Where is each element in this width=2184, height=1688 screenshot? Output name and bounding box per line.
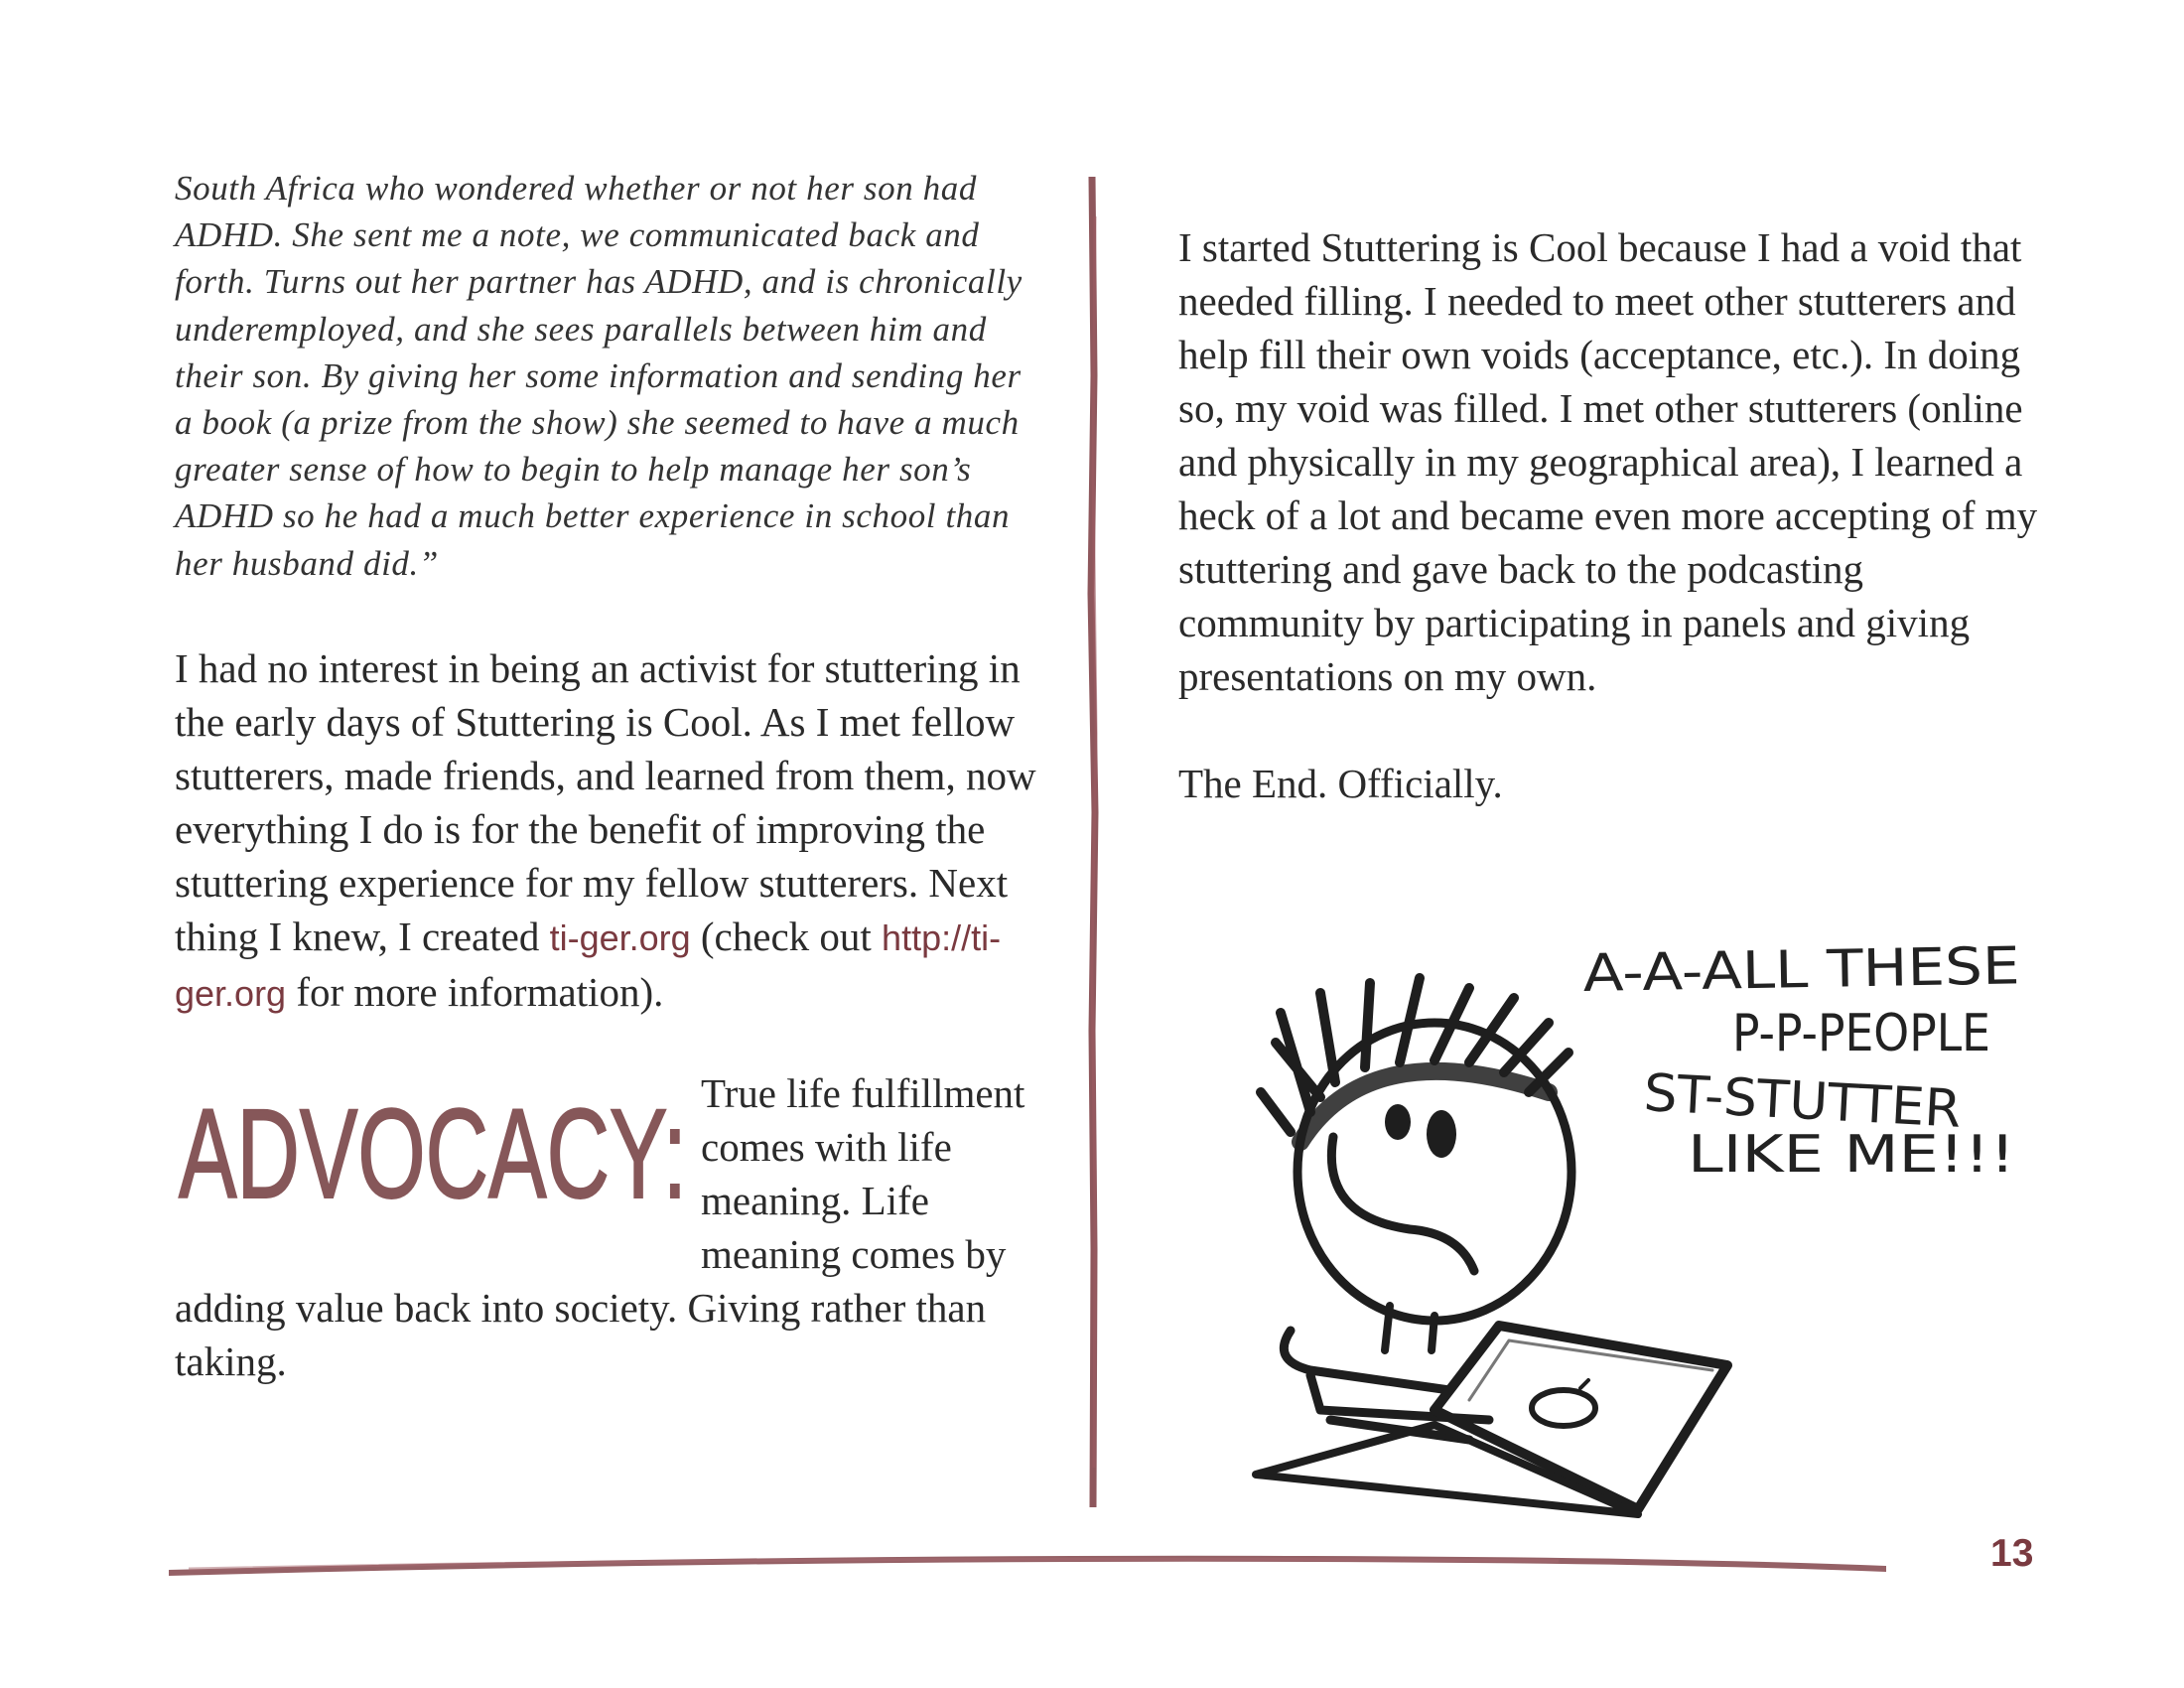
speech-line-4: LIKE ME!!! — [1688, 1125, 2015, 1185]
advocacy-heading-text: ADVOCACY: — [179, 1082, 687, 1219]
speech-line-3: ST-STUTTER — [1642, 1063, 1957, 1140]
tiger-url-link[interactable]: http://ti-ger.org — [175, 916, 1002, 1014]
figure-eye-left — [1385, 1104, 1411, 1140]
figure-hair — [1261, 978, 1569, 1132]
figure-eye-right — [1427, 1110, 1456, 1158]
advocacy-paragraph — [175, 1066, 1048, 1388]
laptop-logo — [1532, 1390, 1595, 1426]
column-divider — [1078, 177, 1108, 1507]
the-end-paragraph: The End. Officially. — [1178, 761, 1503, 806]
speech-line-2: P-P-PEOPLE — [1732, 1004, 1990, 1063]
figure-smile — [1331, 1137, 1474, 1271]
activism-paragraph — [175, 641, 1048, 1021]
page-number: 13 — [1990, 1532, 2034, 1575]
advocacy-section — [175, 1066, 1048, 1384]
stick-figure-laptop-drawing — [1171, 973, 1846, 1519]
speech-line-1: A-A-ALL THESE — [1583, 941, 1965, 1004]
advocacy-text: True life fulfillment comes with life meaning. Life meaning comes by adding value back into society. Giving rather than taking. — [175, 1069, 1025, 1384]
left-column — [175, 165, 1048, 1384]
interview-quote: South Africa who wondered whether or not her son had ADHD. She sent me a note, we communicated back and forth. Turns out her partner has ADHD, and is chronically underemployed, and she sees parallels between him and their son. By giving her some information and sending her a book (a prize from the show) she seemed to have a much greater sense of how to begin to help manage her son’s ADHD so he had a much better experience in school than her husband did.” — [175, 169, 1023, 583]
activism-text-1: I had no interest in being an activist for stuttering in the early days of Stuttering is Cool. As I met fellow stutterers, made friends, and learned from them, now everything I do is for the benefit of improving the stuttering experience for my fellow stutterers. Next thing I knew, I created — [175, 644, 1036, 959]
origin-paragraph: I started Stuttering is Cool because I had a void that needed filling. I needed to meet other stutterers and help fill their own voids (acceptance, etc.). In doing so, my void was filled. I met other stutterers (online and physically in my geographical area), I learned a heck of a lot and became even more accepting of my stuttering and gave back to the podcasting community by participating in panels and giving presentations on my own. — [1178, 224, 2038, 699]
activism-text-3: for more information). — [286, 968, 664, 1015]
tiger-link[interactable]: ti-ger.org — [549, 916, 691, 958]
right-column — [1178, 220, 2052, 810]
activism-text-2: (check out — [690, 913, 883, 959]
bottom-rule — [169, 1549, 1886, 1579]
